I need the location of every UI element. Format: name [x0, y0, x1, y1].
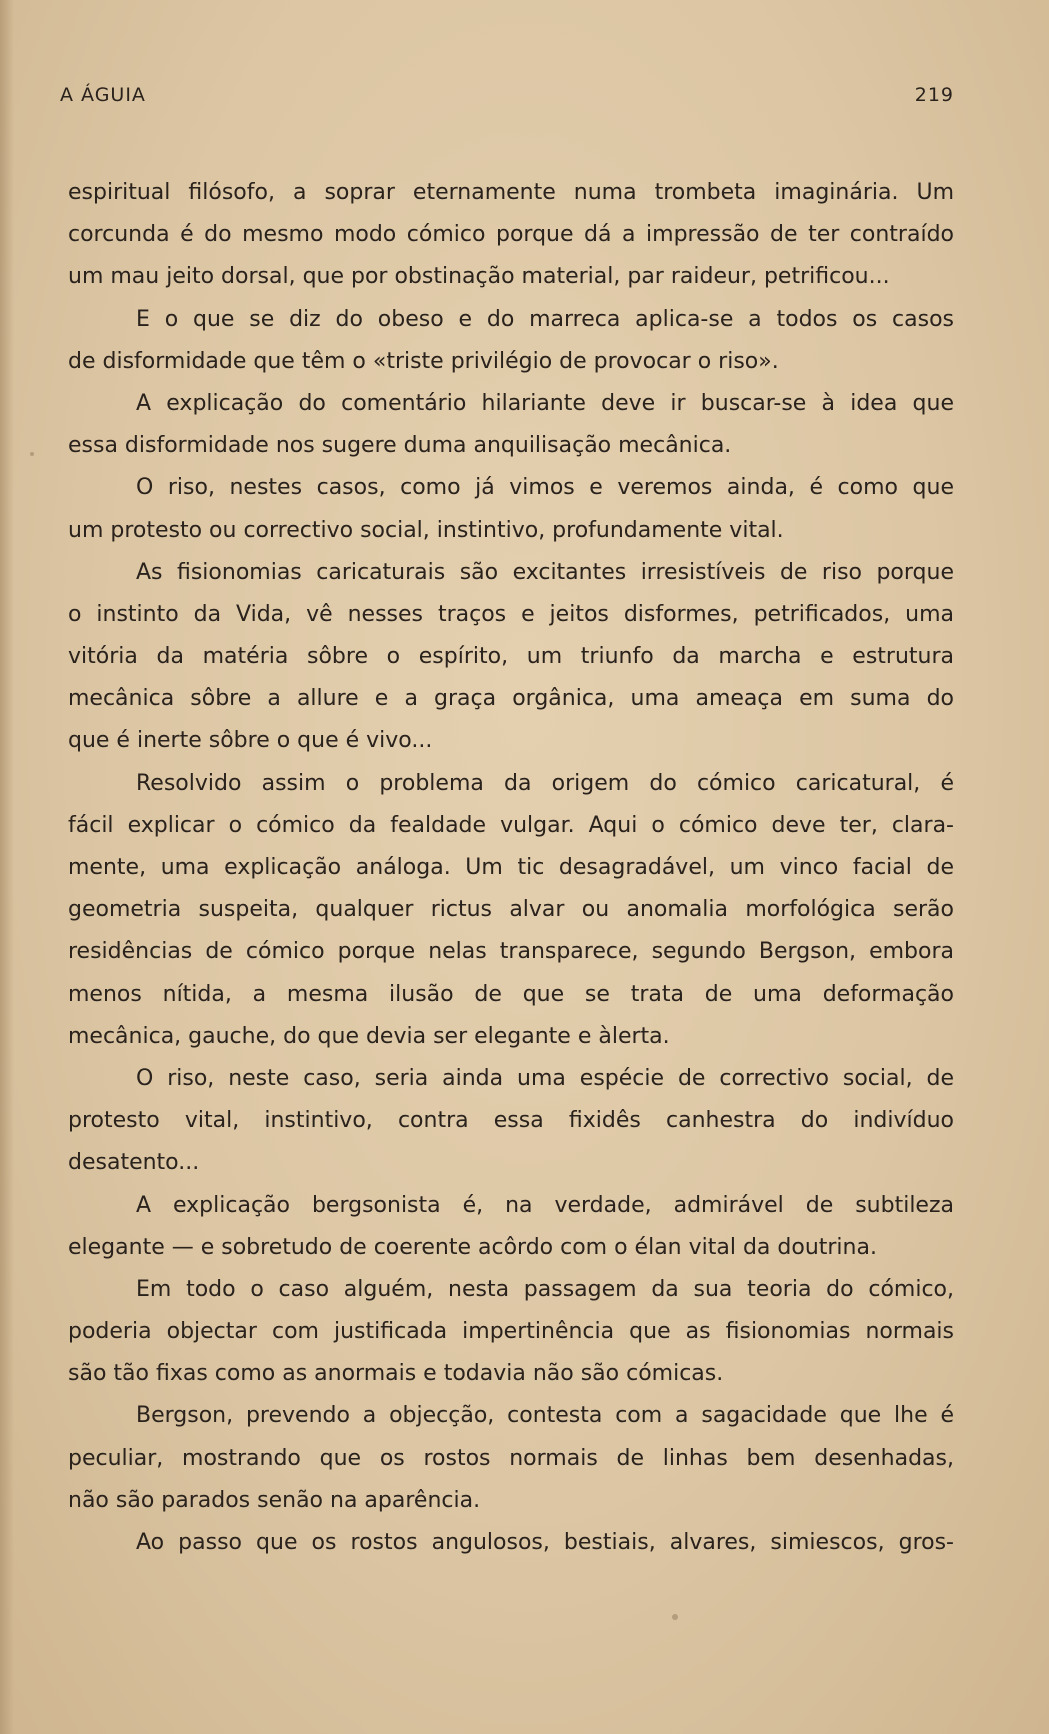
page-number: 219 — [914, 84, 954, 106]
text-line: elegante — e sobretudo de coerente acôrdo com o élan vital da doutrina. — [68, 1234, 877, 1260]
text-line: As fisionomias caricaturais são excitantes irresistíveis de riso porque — [136, 559, 954, 585]
page-header — [60, 84, 954, 114]
text-line: corcunda é do mesmo modo cómico porque dá a impressão de ter contraído — [68, 222, 954, 248]
text-line: protesto vital, instintivo, contra essa fixidês canhestra do indivíduo — [68, 1108, 954, 1134]
text-line: menos nítida, a mesma ilusão de que se trata de uma deformação — [68, 981, 954, 1007]
text-line: não são parados senão na aparência. — [68, 1487, 481, 1513]
text-line: poderia objectar com justificada impertinência que as fisionomias normais — [68, 1319, 954, 1345]
text-line: Bergson, prevendo a objecção, contesta com a sagacidade que lhe é — [136, 1403, 954, 1429]
body-text — [68, 172, 954, 1564]
text-line: mecânica, gauche, do que devia ser elegante e àlerta. — [68, 1023, 670, 1049]
text-line: Em todo o caso alguém, nesta passagem da sua teoria do cómico, — [136, 1276, 954, 1302]
text-line: de disformidade que têm o «triste privilégio de provocar o riso». — [68, 348, 779, 374]
text-line: espiritual filósofo, a soprar eternamente numa trombeta imaginária. Um — [68, 180, 954, 205]
text-line: vitória da matéria sôbre o espírito, um triunfo da marcha e estrutura — [68, 644, 954, 670]
text-line: Resolvido assim o problema da origem do cómico caricatural, é — [136, 770, 954, 796]
page-edge-shadow — [0, 0, 14, 1734]
text-line: um protesto ou correctivo social, instintivo, profundamente vital. — [68, 517, 784, 543]
text-line: O riso, neste caso, seria ainda uma espécie de correctivo social, de — [136, 1065, 954, 1091]
text-line: geometria suspeita, qualquer rictus alvar ou anomalia morfológica serão — [68, 897, 954, 923]
text-line: essa disformidade nos sugere duma anquilisação mecânica. — [68, 433, 732, 459]
text-line: Ao passo que os rostos angulosos, bestiais, alvares, simiescos, gros- — [136, 1530, 954, 1555]
paper-stain — [30, 452, 34, 456]
running-head: A ÁGUIA — [60, 84, 146, 106]
text-line: mente, uma explicação análoga. Um tic desagradável, um vinco facial de — [68, 855, 954, 880]
text-line: A explicação bergsonista é, na verdade, admirável de subtileza — [136, 1192, 954, 1218]
text-line: fácil explicar o cómico da fealdade vulgar. Aqui o cómico deve ter, clara- — [68, 812, 954, 838]
text-line: O riso, nestes casos, como já vimos e veremos ainda, é como que — [136, 475, 954, 501]
text-line: o instinto da Vida, vê nesses traços e jeitos disformes, petrificados, uma — [68, 601, 954, 627]
text-line: são tão fixas como as anormais e todavia não são cómicas. — [68, 1361, 724, 1387]
text-line: A explicação do comentário hilariante deve ir buscar-se à idea que — [136, 390, 954, 416]
text-line: mecânica sôbre a allure e a graça orgânica, uma ameaça em suma do — [68, 686, 954, 712]
text-line: um mau jeito dorsal, que por obstinação material, par raideur, petrificou... — [68, 264, 890, 290]
paper-stain — [672, 1614, 678, 1620]
text-line: desatento... — [68, 1150, 200, 1176]
text-line: peculiar, mostrando que os rostos normais de linhas bem desenhadas, — [68, 1445, 954, 1471]
text-line: residências de cómico porque nelas transparece, segundo Bergson, embora — [68, 939, 954, 965]
text-line: E o que se diz do obeso e do marreca aplica-se a todos os casos — [136, 306, 954, 332]
text-line: que é inerte sôbre o que é vivo... — [68, 728, 433, 754]
